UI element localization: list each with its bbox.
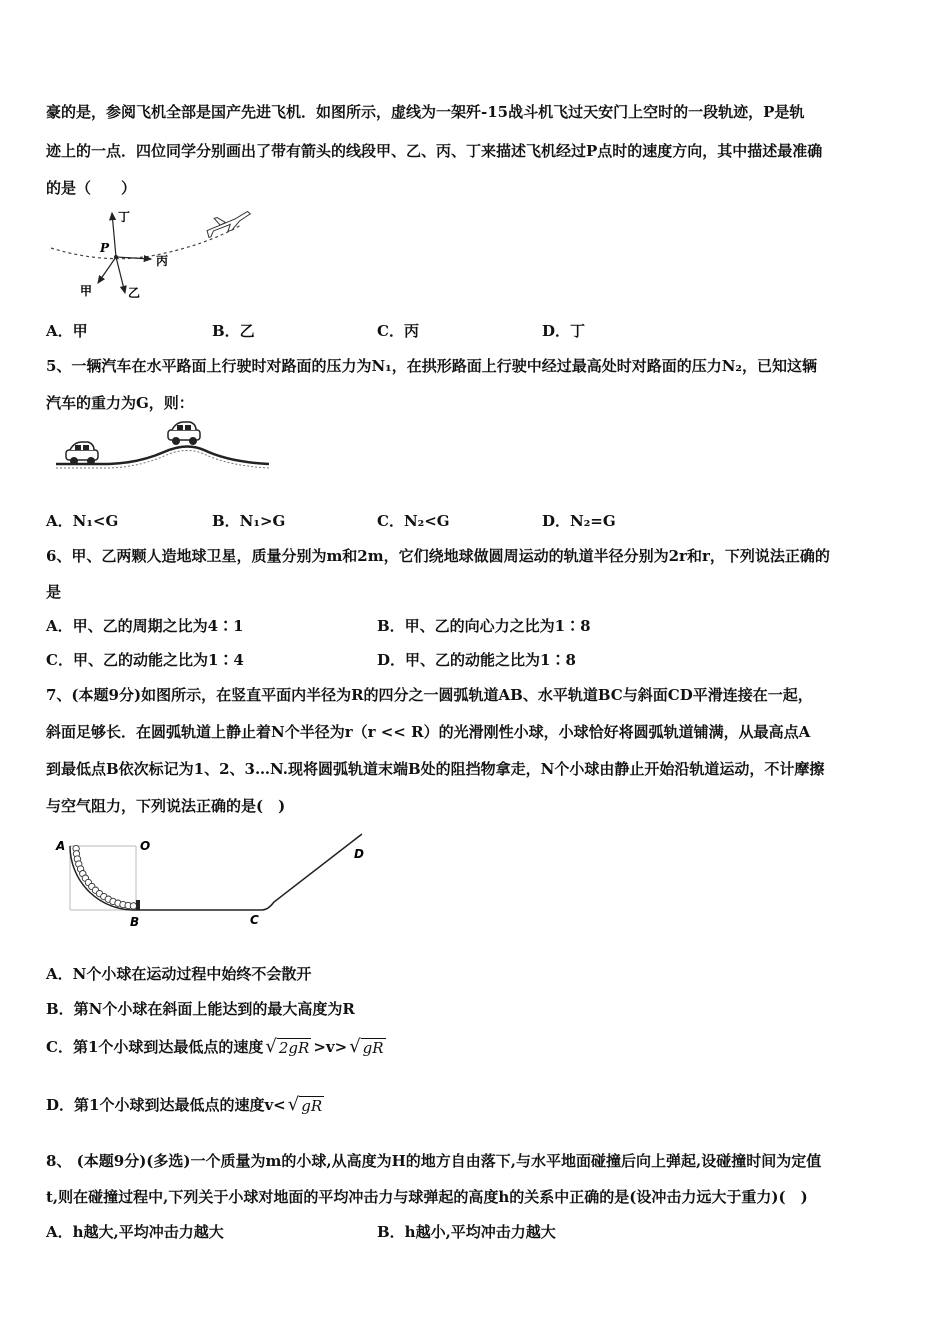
q7-label-o: O bbox=[140, 839, 151, 853]
q4-text-line-1: 豪的是，参阅飞机全部是国产先进飞机．如图所示，虚线为一架歼-15战斗机飞过天安门上空时的一段轨迹，P是轨 bbox=[46, 103, 805, 121]
q5-option-b[interactable]: B．N₁>G bbox=[212, 512, 286, 530]
q4-text-line-3: 的是（ ） bbox=[46, 179, 137, 197]
car-icon bbox=[66, 442, 98, 465]
q4-arrow-bing bbox=[116, 257, 151, 259]
car-icon bbox=[168, 422, 200, 445]
jet-icon bbox=[205, 209, 254, 237]
q5-arch-road-figure bbox=[54, 420, 274, 476]
q7-label-b: B bbox=[130, 915, 140, 928]
sqrt-gR-radicand: gR bbox=[301, 1097, 323, 1115]
q4-arrow-jia bbox=[98, 257, 116, 283]
q7-arc-track bbox=[70, 846, 136, 910]
sqrt-2gR: √ 2gR bbox=[265, 1036, 310, 1057]
q7-option-c[interactable] bbox=[46, 1036, 386, 1057]
q4-arrow-ding bbox=[112, 213, 116, 257]
q7-incline-track bbox=[262, 834, 362, 910]
q7-balls bbox=[73, 845, 137, 909]
q4-text-line-2: 迹上的一点．四位同学分别画出了带有箭头的线段甲、乙、丙、丁来描述飞机经过P点时的速度方向，其中描述最准确 bbox=[46, 142, 823, 160]
q7-option-d[interactable] bbox=[46, 1094, 324, 1115]
q4-trajectory-figure bbox=[46, 205, 261, 305]
sqrt-gR: √ gR bbox=[287, 1094, 323, 1115]
q5-text-line-2: 汽车的重力为G，则： bbox=[46, 394, 194, 412]
q7-text-line-4: 与空气阻力，下列说法正确的是( ) bbox=[46, 797, 286, 815]
sqrt-gR-radicand: gR bbox=[362, 1039, 384, 1057]
q6-text-line-2: 是 bbox=[46, 583, 62, 601]
q7-option-c-prefix: C．第1个小球到达最低点的速度 bbox=[46, 1038, 264, 1056]
q5-option-a[interactable]: A．N₁<G bbox=[46, 512, 119, 530]
q4-label-yi: 乙 bbox=[128, 286, 141, 300]
sqrt-gR: √ gR bbox=[349, 1036, 384, 1057]
q4-label-jia: 甲 bbox=[80, 284, 93, 298]
q6-option-b[interactable]: B．甲、乙的向心力之比为1∶8 bbox=[377, 617, 591, 635]
q8-option-b[interactable]: B．h越小,平均冲击力越大 bbox=[377, 1223, 556, 1241]
q7-text-line-3: 到最低点B依次标记为1、2、3…N.现将圆弧轨道末端B处的阻挡物拿走，N个小球由静止开始沿轨道运动，不计摩擦 bbox=[46, 760, 825, 778]
q4-label-p: P bbox=[100, 241, 110, 255]
q6-text-line-1: 6、甲、乙两颗人造地球卫星，质量分别为m和2m，它们绕地球做圆周运动的轨道半径分别为2r和r，下列说法正确的 bbox=[46, 547, 830, 565]
q7-option-a[interactable]: A．N个小球在运动过程中始终不会散开 bbox=[46, 965, 312, 983]
q4-option-c[interactable]: C．丙 bbox=[377, 322, 419, 340]
q7-option-d-prefix: D．第1个小球到达最低点的速度v< bbox=[46, 1096, 286, 1114]
q8-text-line-2: t,则在碰撞过程中,下列关于小球对地面的平均冲击力与球弹起的高度h的关系中正确的是(设冲击力远大于重力)( ) bbox=[46, 1188, 808, 1206]
q6-option-d[interactable]: D．甲、乙的动能之比为1∶8 bbox=[377, 651, 576, 669]
q7-label-d: D bbox=[354, 847, 364, 861]
q7-ball bbox=[130, 903, 136, 909]
q7-option-c-mid: >v> bbox=[313, 1037, 348, 1056]
q7-text-line-2: 斜面足够长．在圆弧轨道上静止着N个半径为r（r << R）的光滑刚性小球，小球恰好将圆弧轨道铺满，从最高点A bbox=[46, 723, 811, 741]
q7-label-a: A bbox=[56, 839, 66, 853]
sqrt-2gR-radicand: 2gR bbox=[278, 1039, 310, 1057]
q4-option-a[interactable]: A．甲 bbox=[46, 322, 88, 340]
q4-option-d[interactable]: D．丁 bbox=[542, 322, 586, 340]
q4-arrow-yi bbox=[116, 257, 125, 293]
q5-option-d[interactable]: D．N₂=G bbox=[542, 512, 616, 530]
q7-label-c: C bbox=[250, 913, 259, 927]
q7-stopper bbox=[136, 900, 140, 910]
q4-label-bing: 丙 bbox=[156, 254, 169, 268]
q5-option-c[interactable]: C．N₂<G bbox=[377, 512, 450, 530]
q7-option-b[interactable]: B．第N个小球在斜面上能达到的最大高度为R bbox=[46, 1000, 355, 1018]
q4-option-b[interactable]: B．乙 bbox=[212, 322, 255, 340]
q8-text-line-1: 8、 (本题9分)(多选)一个质量为m的小球,从高度为H的地方自由落下,与水平地面碰撞后向上弹起,设碰撞时间为定值 bbox=[46, 1152, 822, 1170]
q6-option-a[interactable]: A．甲、乙的周期之比为4∶1 bbox=[46, 617, 244, 635]
q6-option-c[interactable]: C．甲、乙的动能之比为1∶4 bbox=[46, 651, 244, 669]
q4-label-ding: 丁 bbox=[118, 210, 131, 224]
q5-text-line-1: 5、一辆汽车在水平路面上行驶时对路面的压力为N₁，在拱形路面上行驶中经过最高处时对路面的压力N₂，已知这辆 bbox=[46, 357, 818, 375]
q8-option-a[interactable]: A．h越大,平均冲击力越大 bbox=[46, 1223, 224, 1241]
q7-track-figure bbox=[54, 828, 374, 928]
q7-text-line-1: 7、(本题9分)如图所示，在竖直平面内半径为R的四分之一圆弧轨道AB、水平轨道BC与斜面CD平滑连接在一起， bbox=[46, 686, 813, 704]
